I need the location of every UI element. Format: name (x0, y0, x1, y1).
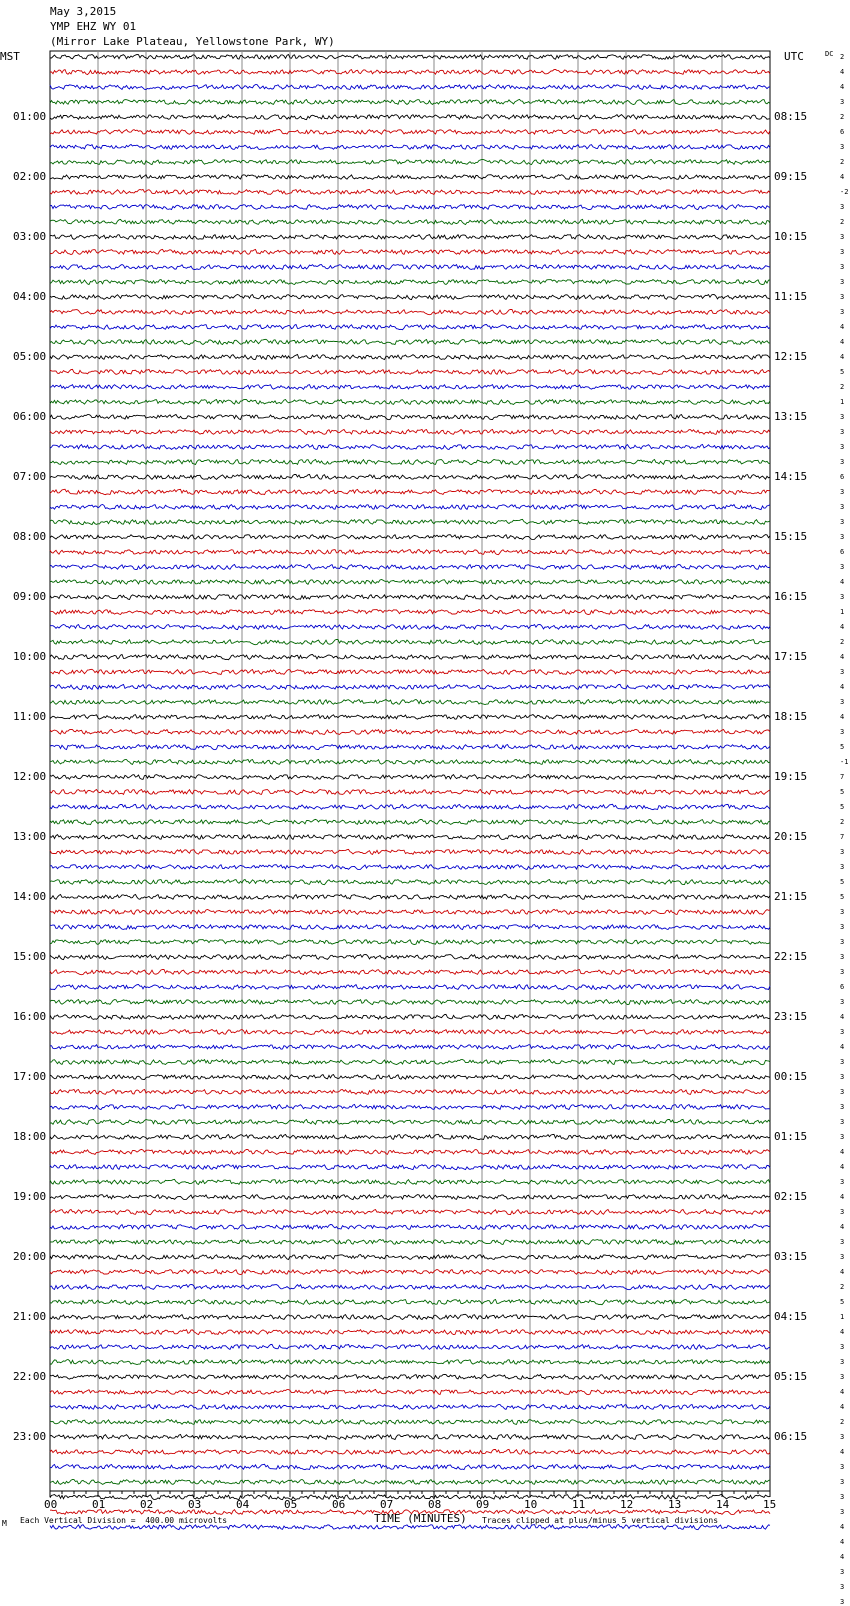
seismic-trace (50, 1314, 770, 1319)
seismic-trace (50, 1119, 770, 1124)
dc-offset-value: 5 (840, 1298, 845, 1306)
left-hour-label: 12:00 (13, 770, 47, 783)
dc-offset-value: 4 (840, 1388, 845, 1396)
seismic-trace (50, 265, 770, 270)
seismic-trace (50, 940, 770, 945)
dc-offset-value: 3 (840, 203, 845, 211)
left-hour-label: 17:00 (13, 1070, 47, 1083)
dc-offset-value: 2 (840, 158, 845, 166)
x-tick-label: 00 (44, 1498, 58, 1511)
right-hour-label: 14:15 (774, 470, 808, 483)
seismic-trace (50, 1449, 770, 1454)
seismic-trace (50, 399, 770, 404)
dc-offset-value: 3 (840, 1133, 845, 1141)
seismic-trace (50, 1044, 770, 1049)
dc-offset-value: 4 (840, 173, 845, 181)
seismic-trace (50, 205, 770, 210)
seismic-trace (50, 249, 770, 254)
seismic-trace (50, 1494, 770, 1499)
dc-offset-value: 3 (840, 1058, 845, 1066)
right-hour-label: 20:15 (774, 830, 808, 843)
dc-offset-value: 7 (840, 833, 845, 841)
x-tick-label: 02 (140, 1498, 154, 1511)
x-tick-label: 06 (332, 1498, 346, 1511)
seismic-trace (50, 130, 770, 135)
dc-offset-value: 3 (840, 848, 845, 856)
dc-offset-value: 6 (840, 983, 845, 991)
seismic-trace (50, 970, 770, 975)
dc-offset-value: 3 (840, 1178, 845, 1186)
seismic-trace (50, 1360, 770, 1365)
dc-offset-value: 3 (840, 293, 845, 301)
seismic-trace (50, 70, 770, 75)
dc-offset-value: 2 (840, 1283, 845, 1291)
dc-offset-value: 4 (840, 1328, 845, 1336)
dc-offset-value: 3 (840, 248, 845, 256)
seismic-trace (50, 1405, 770, 1410)
seismic-trace (50, 760, 770, 765)
x-axis-title: TIME (MINUTES) (374, 1512, 467, 1525)
dc-offset-value: 4 (840, 1448, 845, 1456)
dc-offset-value: 3 (840, 728, 845, 736)
dc-offset-value: 3 (840, 1253, 845, 1261)
dc-offset-value: 4 (840, 323, 845, 331)
left-hour-label: 13:00 (13, 830, 47, 843)
dc-offset-value: 3 (840, 98, 845, 106)
dc-offset-value: 3 (840, 518, 845, 526)
seismic-trace (50, 1525, 770, 1530)
dc-offset-value: 4 (840, 1403, 845, 1411)
dc-offset-value: 4 (840, 623, 845, 631)
dc-offset-value: -2 (840, 188, 849, 196)
seismic-trace (50, 385, 770, 390)
dc-offset-value: 5 (840, 743, 845, 751)
seismic-trace (50, 474, 770, 479)
dc-offset-value: 2 (840, 53, 845, 61)
left-hour-label: 11:00 (13, 710, 47, 723)
seismic-trace (50, 99, 770, 104)
dc-column-header: DC (825, 50, 834, 58)
seismic-trace (50, 1179, 770, 1184)
dc-offset-value: 4 (840, 1193, 845, 1201)
dc-offset-value: 3 (840, 953, 845, 961)
dc-offset-value: 3 (840, 698, 845, 706)
seismic-trace (50, 1374, 770, 1379)
dc-offset-value: 3 (840, 308, 845, 316)
seismic-trace (50, 219, 770, 224)
seismic-trace (50, 610, 770, 615)
seismic-trace (50, 880, 770, 885)
dc-offset-value: 3 (840, 413, 845, 421)
dc-offset-value: 2 (840, 113, 845, 121)
station-code: YMP EHZ WY 01 (50, 20, 137, 33)
dc-offset-value: 3 (840, 938, 845, 946)
dc-offset-value: 4 (840, 1043, 845, 1051)
seismic-trace (50, 1285, 770, 1290)
seismic-trace (50, 445, 770, 450)
x-tick-label: 07 (380, 1498, 394, 1511)
x-tick-label: 10 (524, 1498, 538, 1511)
station-location: (Mirror Lake Plateau, Yellowstone Park, WY) (50, 35, 335, 48)
seismic-trace (50, 235, 770, 240)
left-hour-label: 04:00 (13, 290, 47, 303)
seismic-trace (50, 1075, 770, 1080)
x-tick-label: 11 (572, 1498, 586, 1511)
dc-offset-value: 3 (840, 1478, 845, 1486)
seismic-trace (50, 895, 770, 900)
dc-offset-value: 4 (840, 1538, 845, 1546)
seismic-trace (50, 1255, 770, 1260)
dc-offset-value: 3 (840, 1118, 845, 1126)
dc-offset-value: 3 (840, 233, 845, 241)
left-hour-label: 09:00 (13, 590, 47, 603)
seismic-trace (50, 1239, 770, 1244)
dc-offset-value: 3 (840, 1433, 845, 1441)
dc-offset-value: 1 (840, 608, 845, 616)
right-hour-label: 05:15 (774, 1370, 808, 1383)
seismic-trace (50, 1030, 770, 1035)
seismic-trace (50, 729, 770, 734)
left-hour-label: 20:00 (13, 1250, 47, 1263)
dc-offset-value: 4 (840, 1013, 845, 1021)
left-timezone-label: MST (0, 50, 20, 63)
dc-offset-value: 3 (840, 1358, 845, 1366)
dc-offset-value: 3 (840, 968, 845, 976)
right-hour-label: 15:15 (774, 530, 808, 543)
x-tick-label: 03 (188, 1498, 202, 1511)
seismic-trace (50, 1330, 770, 1335)
dc-offset-value: 4 (840, 683, 845, 691)
seismic-trace (50, 909, 770, 914)
dc-offset-value: 7 (840, 773, 845, 781)
left-hour-label: 15:00 (13, 950, 47, 963)
dc-offset-value: 3 (840, 1463, 845, 1471)
seismic-trace (50, 1480, 770, 1485)
seismic-trace (50, 790, 770, 795)
right-hour-label: 10:15 (774, 230, 808, 243)
left-hour-label: 16:00 (13, 1010, 47, 1023)
seismic-trace (50, 775, 770, 780)
dc-offset-value: 3 (840, 428, 845, 436)
seismic-trace (50, 519, 770, 524)
dc-offset-value: 6 (840, 548, 845, 556)
seismic-trace (50, 640, 770, 645)
seismic-trace (50, 700, 770, 705)
seismic-trace (50, 849, 770, 854)
left-hour-label: 18:00 (13, 1130, 47, 1143)
seismic-trace (50, 115, 770, 120)
seismic-trace (50, 1165, 770, 1170)
dc-offset-value: 5 (840, 893, 845, 901)
seismic-trace (50, 1149, 770, 1154)
dc-offset-value: 6 (840, 128, 845, 136)
right-hour-label: 13:15 (774, 410, 808, 423)
dc-offset-value: 3 (840, 923, 845, 931)
seismic-trace (50, 804, 770, 809)
x-tick-label: 01 (92, 1498, 106, 1511)
seismic-trace (50, 925, 770, 930)
dc-offset-value: 3 (840, 458, 845, 466)
x-tick-label: 12 (620, 1498, 634, 1511)
seismic-trace (50, 1134, 770, 1139)
x-tick-label: 08 (428, 1498, 442, 1511)
seismic-trace (50, 189, 770, 194)
seismic-trace (50, 415, 770, 420)
dc-offset-value: 5 (840, 803, 845, 811)
dc-offset-value: 5 (840, 788, 845, 796)
seismic-trace (50, 655, 770, 660)
left-hour-label: 07:00 (13, 470, 47, 483)
seismic-trace (50, 595, 770, 600)
x-tick-label: 14 (716, 1498, 730, 1511)
seismic-trace (50, 565, 770, 570)
seismic-trace (50, 1390, 770, 1395)
right-hour-label: 03:15 (774, 1250, 808, 1263)
seismic-trace (50, 1270, 770, 1275)
seismic-trace (50, 505, 770, 510)
dc-offset-value: 6 (840, 473, 845, 481)
seismic-trace (50, 625, 770, 630)
left-hour-label: 23:00 (13, 1430, 47, 1443)
dc-offset-value: 4 (840, 1553, 845, 1561)
seismic-trace (50, 1014, 770, 1019)
dc-offset-value: 4 (840, 1148, 845, 1156)
seismic-trace (50, 325, 770, 330)
dc-offset-value: 3 (840, 1493, 845, 1501)
seismic-trace (50, 280, 770, 285)
seismic-trace (50, 1060, 770, 1065)
seismic-trace (50, 1435, 770, 1440)
right-hour-label: 11:15 (774, 290, 808, 303)
dc-offset-value: 1 (840, 1313, 845, 1321)
seismic-trace (50, 865, 770, 870)
seismic-trace (50, 835, 770, 840)
right-hour-label: 18:15 (774, 710, 808, 723)
right-hour-label: 19:15 (774, 770, 808, 783)
plot-date: May 3,2015 (50, 5, 117, 18)
dc-offset-value: 3 (840, 503, 845, 511)
seismic-trace (50, 310, 770, 315)
right-hour-label: 23:15 (774, 1010, 808, 1023)
seismic-trace (50, 460, 770, 465)
left-hour-label: 22:00 (13, 1370, 47, 1383)
dc-offset-value: 2 (840, 1418, 845, 1426)
dc-offset-value: 4 (840, 1523, 845, 1531)
right-timezone-label: UTC (784, 50, 804, 63)
seismic-trace (50, 1090, 770, 1095)
seismic-trace (50, 489, 770, 494)
seismic-trace (50, 550, 770, 555)
left-hour-label: 05:00 (13, 350, 47, 363)
dc-offset-value: 3 (840, 533, 845, 541)
dc-offset-value: 3 (840, 1028, 845, 1036)
seismic-trace (50, 1420, 770, 1425)
dc-offset-value: 3 (840, 1568, 845, 1576)
right-hour-label: 02:15 (774, 1190, 808, 1203)
dc-offset-value: 3 (840, 1508, 845, 1516)
left-hour-label: 21:00 (13, 1310, 47, 1323)
seismic-trace (50, 145, 770, 150)
seismic-trace (50, 984, 770, 989)
seismic-trace (50, 295, 770, 300)
dc-offset-value: 3 (840, 143, 845, 151)
seismic-trace (50, 175, 770, 180)
x-tick-label: 09 (476, 1498, 490, 1511)
x-tick-label: 05 (284, 1498, 298, 1511)
dc-offset-value: 4 (840, 83, 845, 91)
dc-offset-value: 4 (840, 713, 845, 721)
clipping-note: Traces clipped at plus/minus 5 vertical divisions (482, 1516, 719, 1525)
right-hour-label: 17:15 (774, 650, 808, 663)
seismic-trace (50, 1225, 770, 1230)
left-hour-label: 06:00 (13, 410, 47, 423)
dc-offset-value: 3 (840, 563, 845, 571)
left-hour-label: 02:00 (13, 170, 47, 183)
seismic-trace (50, 55, 770, 60)
seismic-trace (50, 1344, 770, 1349)
dc-offset-value: 3 (840, 488, 845, 496)
dc-offset-value: 5 (840, 878, 845, 886)
left-hour-label: 01:00 (13, 110, 47, 123)
dc-offset-value: 4 (840, 1268, 845, 1276)
seismic-trace (50, 85, 770, 90)
left-hour-label: 08:00 (13, 530, 47, 543)
seismic-trace (50, 1195, 770, 1200)
left-hour-label: 03:00 (13, 230, 47, 243)
dc-offset-value: 4 (840, 68, 845, 76)
seismic-trace (50, 430, 770, 435)
dc-offset-value: 3 (840, 263, 845, 271)
right-hour-label: 22:15 (774, 950, 808, 963)
dc-offset-value: 3 (840, 593, 845, 601)
dc-offset-value: -1 (840, 758, 849, 766)
seismic-trace (50, 669, 770, 674)
seismic-trace (50, 1000, 770, 1005)
dc-offset-value: 3 (840, 1103, 845, 1111)
dc-offset-value: 3 (840, 1373, 845, 1381)
seismic-trace (50, 819, 770, 824)
dc-offset-value: 3 (840, 1073, 845, 1081)
seismic-trace (50, 579, 770, 584)
dc-offset-value: 4 (840, 353, 845, 361)
corner-mark: M (2, 1519, 7, 1528)
seismic-trace (50, 369, 770, 374)
seismic-trace (50, 715, 770, 720)
dc-offset-value: 3 (840, 668, 845, 676)
x-tick-label: 15 (763, 1498, 777, 1511)
x-tick-label: 13 (668, 1498, 682, 1511)
right-hour-label: 16:15 (774, 590, 808, 603)
right-hour-label: 12:15 (774, 350, 808, 363)
x-tick-label: 04 (236, 1498, 250, 1511)
right-hour-label: 00:15 (774, 1070, 808, 1083)
vertical-scale-note: Each Vertical Division = 400.00 microvolts (20, 1516, 228, 1525)
seismic-trace (50, 160, 770, 165)
seismic-trace (50, 535, 770, 540)
dc-offset-value: 1 (840, 398, 845, 406)
dc-offset-value: 3 (840, 1343, 845, 1351)
dc-offset-value: 3 (840, 908, 845, 916)
right-hour-label: 01:15 (774, 1130, 808, 1143)
dc-offset-value: 3 (840, 863, 845, 871)
right-hour-label: 04:15 (774, 1310, 808, 1323)
right-hour-label: 21:15 (774, 890, 808, 903)
seismic-trace (50, 1464, 770, 1469)
dc-offset-value: 4 (840, 1163, 845, 1171)
left-hour-label: 14:00 (13, 890, 47, 903)
dc-offset-value: 2 (840, 818, 845, 826)
dc-offset-value: 3 (840, 278, 845, 286)
seismic-trace (50, 339, 770, 344)
dc-offset-value: 2 (840, 638, 845, 646)
right-hour-label: 09:15 (774, 170, 808, 183)
dc-offset-value: 2 (840, 383, 845, 391)
seismic-trace (50, 745, 770, 750)
dc-offset-value: 2 (840, 218, 845, 226)
right-hour-label: 08:15 (774, 110, 808, 123)
seismic-trace (50, 955, 770, 960)
dc-offset-value: 3 (840, 1208, 845, 1216)
dc-offset-value: 3 (840, 1088, 845, 1096)
dc-offset-value: 3 (840, 998, 845, 1006)
dc-offset-value: 3 (840, 1238, 845, 1246)
dc-offset-value: 4 (840, 653, 845, 661)
dc-offset-value: 4 (840, 1223, 845, 1231)
right-hour-label: 06:15 (774, 1430, 808, 1443)
dc-offset-value: 3 (840, 1598, 845, 1606)
dc-offset-value: 4 (840, 338, 845, 346)
dc-offset-value: 3 (840, 443, 845, 451)
dc-offset-value: 3 (840, 1583, 845, 1591)
dc-offset-value: 5 (840, 368, 845, 376)
left-hour-label: 10:00 (13, 650, 47, 663)
seismic-trace (50, 355, 770, 360)
seismic-trace (50, 1210, 770, 1215)
left-hour-label: 19:00 (13, 1190, 47, 1203)
dc-offset-value: 4 (840, 578, 845, 586)
seismic-trace (50, 684, 770, 689)
seismic-trace (50, 1105, 770, 1110)
seismic-trace (50, 1300, 770, 1305)
